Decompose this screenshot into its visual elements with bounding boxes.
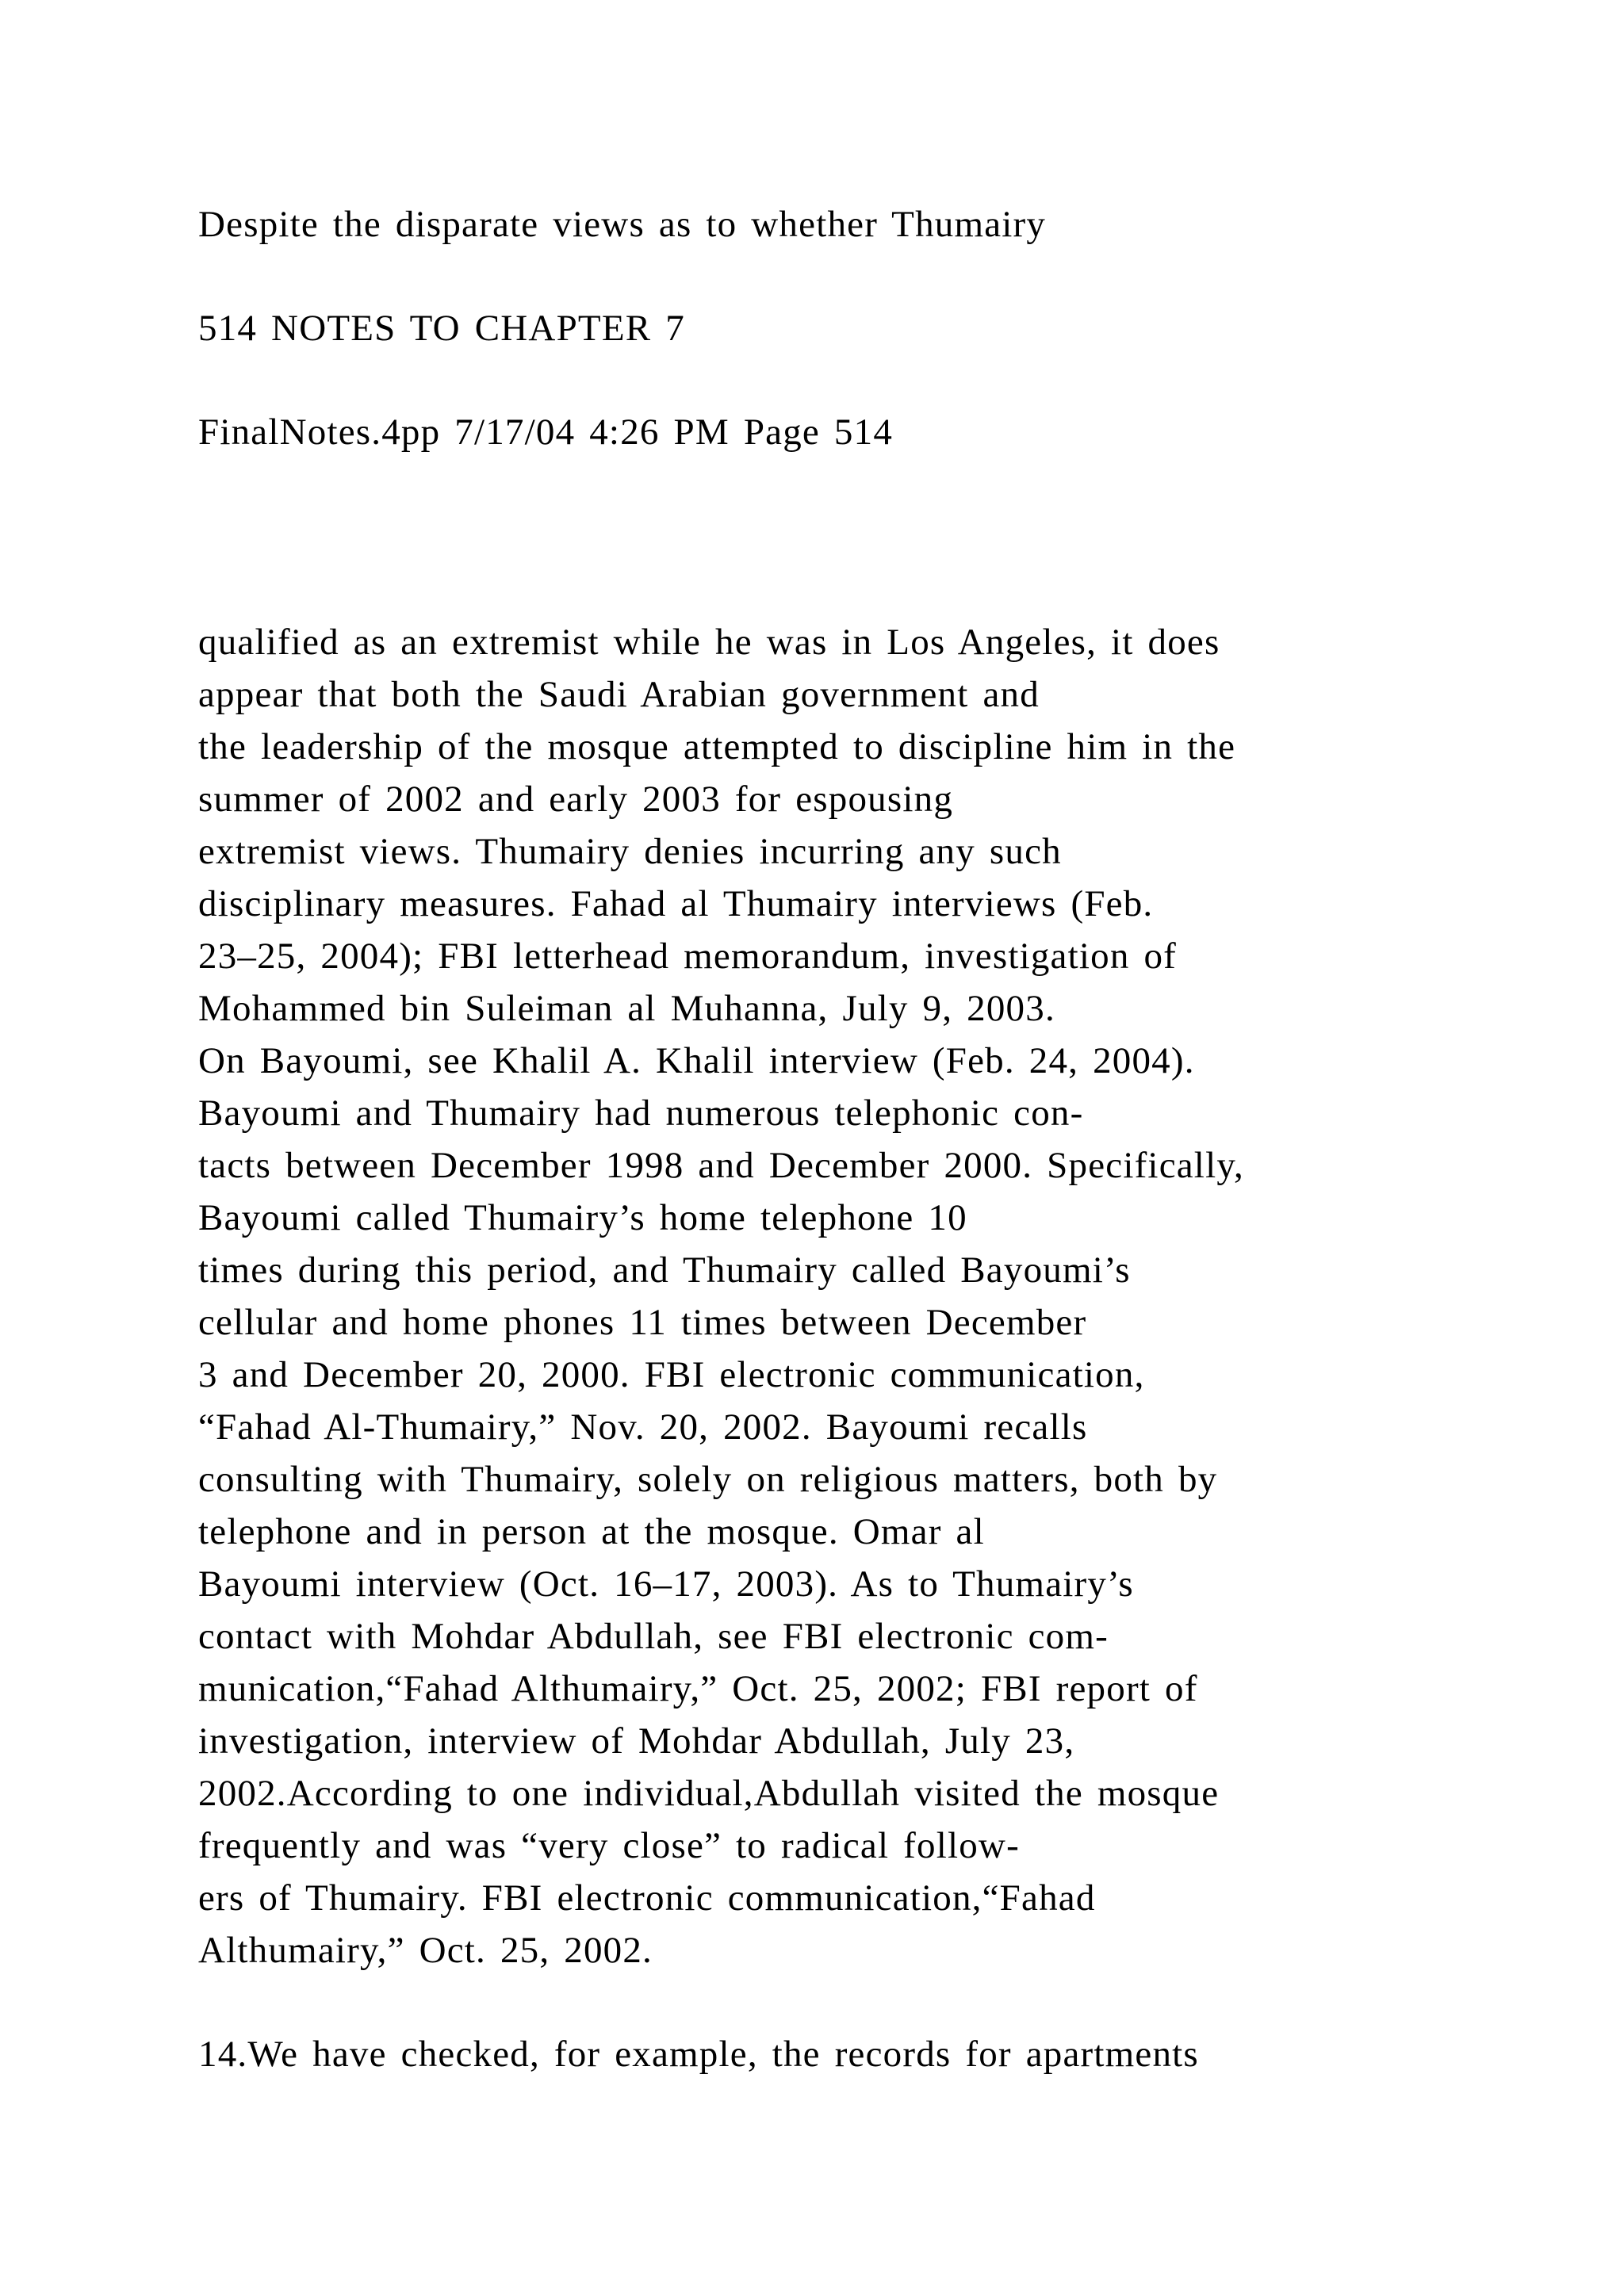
- paragraph-line: contact with Mohdar Abdullah, see FBI electronic com-: [198, 1616, 1109, 1657]
- note-14-line: 14.We have checked, for example, the records for apartments: [198, 2034, 1199, 2075]
- notes-chapter-heading: 514 NOTES TO CHAPTER 7: [198, 308, 685, 349]
- paragraph-line: 3 and December 20, 2000. FBI electronic communication,: [198, 1354, 1145, 1395]
- paragraph-line: qualified as an extremist while he was in Los Angeles, it does: [198, 622, 1220, 663]
- paragraph-line: extremist views. Thumairy denies incurring any such: [198, 831, 1062, 872]
- paragraph-line: frequently and was “very close” to radical follow-: [198, 1825, 1020, 1866]
- paragraph-line: Bayoumi interview (Oct. 16–17, 2003). As to Thumairy’s: [198, 1563, 1134, 1605]
- paragraph-line: consulting with Thumairy, solely on religious matters, both by: [198, 1459, 1218, 1500]
- paragraph-line: appear that both the Saudi Arabian government and: [198, 674, 1040, 715]
- paragraph-line: telephone and in person at the mosque. Omar al: [198, 1511, 985, 1552]
- paragraph-line: investigation, interview of Mohdar Abdullah, July 23,: [198, 1720, 1075, 1762]
- paragraph-line: munication,“Fahad Althumairy,” Oct. 25, 2002; FBI report of: [198, 1668, 1198, 1709]
- paragraph-line: the leadership of the mosque attempted to discipline him in the: [198, 726, 1236, 767]
- paragraph-line: cellular and home phones 11 times between December: [198, 1302, 1087, 1343]
- paragraph-line: “Fahad Al-Thumairy,” Nov. 20, 2002. Bayoumi recalls: [198, 1406, 1088, 1448]
- paragraph-line: disciplinary measures. Fahad al Thumairy interviews (Feb.: [198, 883, 1154, 924]
- paragraph-line: 23–25, 2004); FBI letterhead memorandum, investigation of: [198, 936, 1178, 977]
- paragraph-line: times during this period, and Thumairy called Bayoumi’s: [198, 1249, 1131, 1291]
- paragraph-line: Mohammed bin Suleiman al Muhanna, July 9, 2003.: [198, 988, 1055, 1029]
- paragraph-line: tacts between December 1998 and December 2000. Specifically,: [198, 1145, 1244, 1186]
- intro-line: Despite the disparate views as to whether Thumairy: [198, 204, 1047, 245]
- paragraph-line: Bayoumi called Thumairy’s home telephone 10: [198, 1197, 967, 1238]
- paragraph-line: Bayoumi and Thumairy had numerous telephonic con-: [198, 1093, 1084, 1134]
- paragraph-line: summer of 2002 and early 2003 for espousing: [198, 779, 954, 820]
- paragraph-line: On Bayoumi, see Khalil A. Khalil interview (Feb. 24, 2004).: [198, 1040, 1195, 1081]
- paragraph-line: 2002.According to one individual,Abdullah visited the mosque: [198, 1773, 1220, 1814]
- paragraph-line: ers of Thumairy. FBI electronic communication,“Fahad: [198, 1877, 1096, 1919]
- print-slug-line: FinalNotes.4pp 7/17/04 4:26 PM Page 514: [198, 411, 894, 453]
- paragraph-line: Althumairy,” Oct. 25, 2002.: [198, 1930, 653, 1971]
